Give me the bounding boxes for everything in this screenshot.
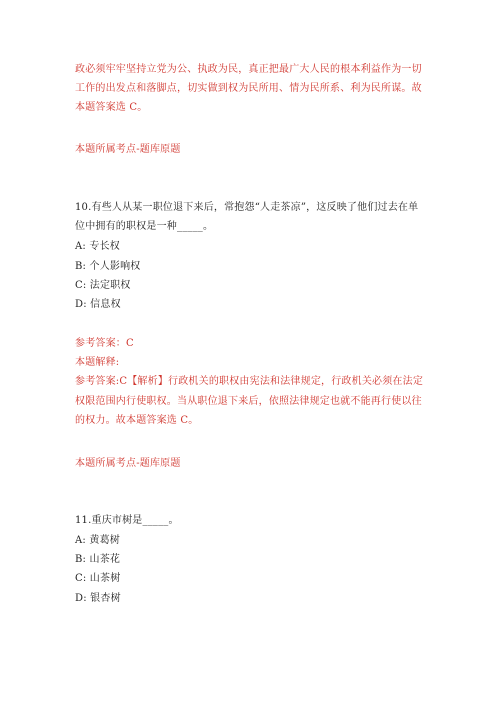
q10-option-c: C: 法定职权 bbox=[75, 280, 131, 291]
prev-source-note: 本题所属考点-题库原题 bbox=[75, 144, 181, 155]
q11-option-d: D: 银杏树 bbox=[75, 593, 121, 604]
q10-explanation-line-3: 的权力。故本题答案选 C。 bbox=[75, 415, 199, 426]
prev-explanation-line-3: 本题答案选 C。 bbox=[75, 102, 148, 113]
q10-option-b: B: 个人影响权 bbox=[75, 261, 141, 272]
prev-explanation-line-1: 政必须牢牢坚持立党为公、执政为民，真正把最广大人民的根本利益作为一切 bbox=[75, 64, 422, 75]
q10-stem-line-1: 10.有些人从某一职位退下来后，常抱怨“人走茶凉”，这反映了他们过去在单 bbox=[75, 202, 419, 213]
q10-answer: 参考答案：C bbox=[75, 338, 134, 349]
q11-option-b: B: 山茶花 bbox=[75, 554, 121, 565]
q11-option-c: C: 山茶树 bbox=[75, 573, 121, 584]
prev-explanation-line-2: 工作的出发点和落脚点，切实做到权为民所用、情为民所系、利为民所谋。故 bbox=[75, 83, 422, 94]
q10-explanation-line-2: 权限范围内行使职权。当从职位退下来后，依照法律规定也就不能再行使以往 bbox=[75, 396, 422, 407]
q10-stem-line-2: 位中拥有的职权是一种_____。 bbox=[75, 221, 214, 232]
q10-explanation-line-1: 参考答案:C【解析】行政机关的职权由宪法和法律规定，行政机关必须在法定 bbox=[75, 376, 424, 387]
q10-explanation-title: 本题解释: bbox=[75, 357, 120, 368]
q11-stem: 11.重庆市树是_____。 bbox=[75, 515, 179, 526]
q11-option-a: A: 黄葛树 bbox=[75, 535, 120, 546]
q10-option-a: A: 专长权 bbox=[75, 241, 120, 252]
q10-option-d: D: 信息权 bbox=[75, 299, 121, 310]
q10-source-note: 本题所属考点-题库原题 bbox=[75, 458, 181, 469]
